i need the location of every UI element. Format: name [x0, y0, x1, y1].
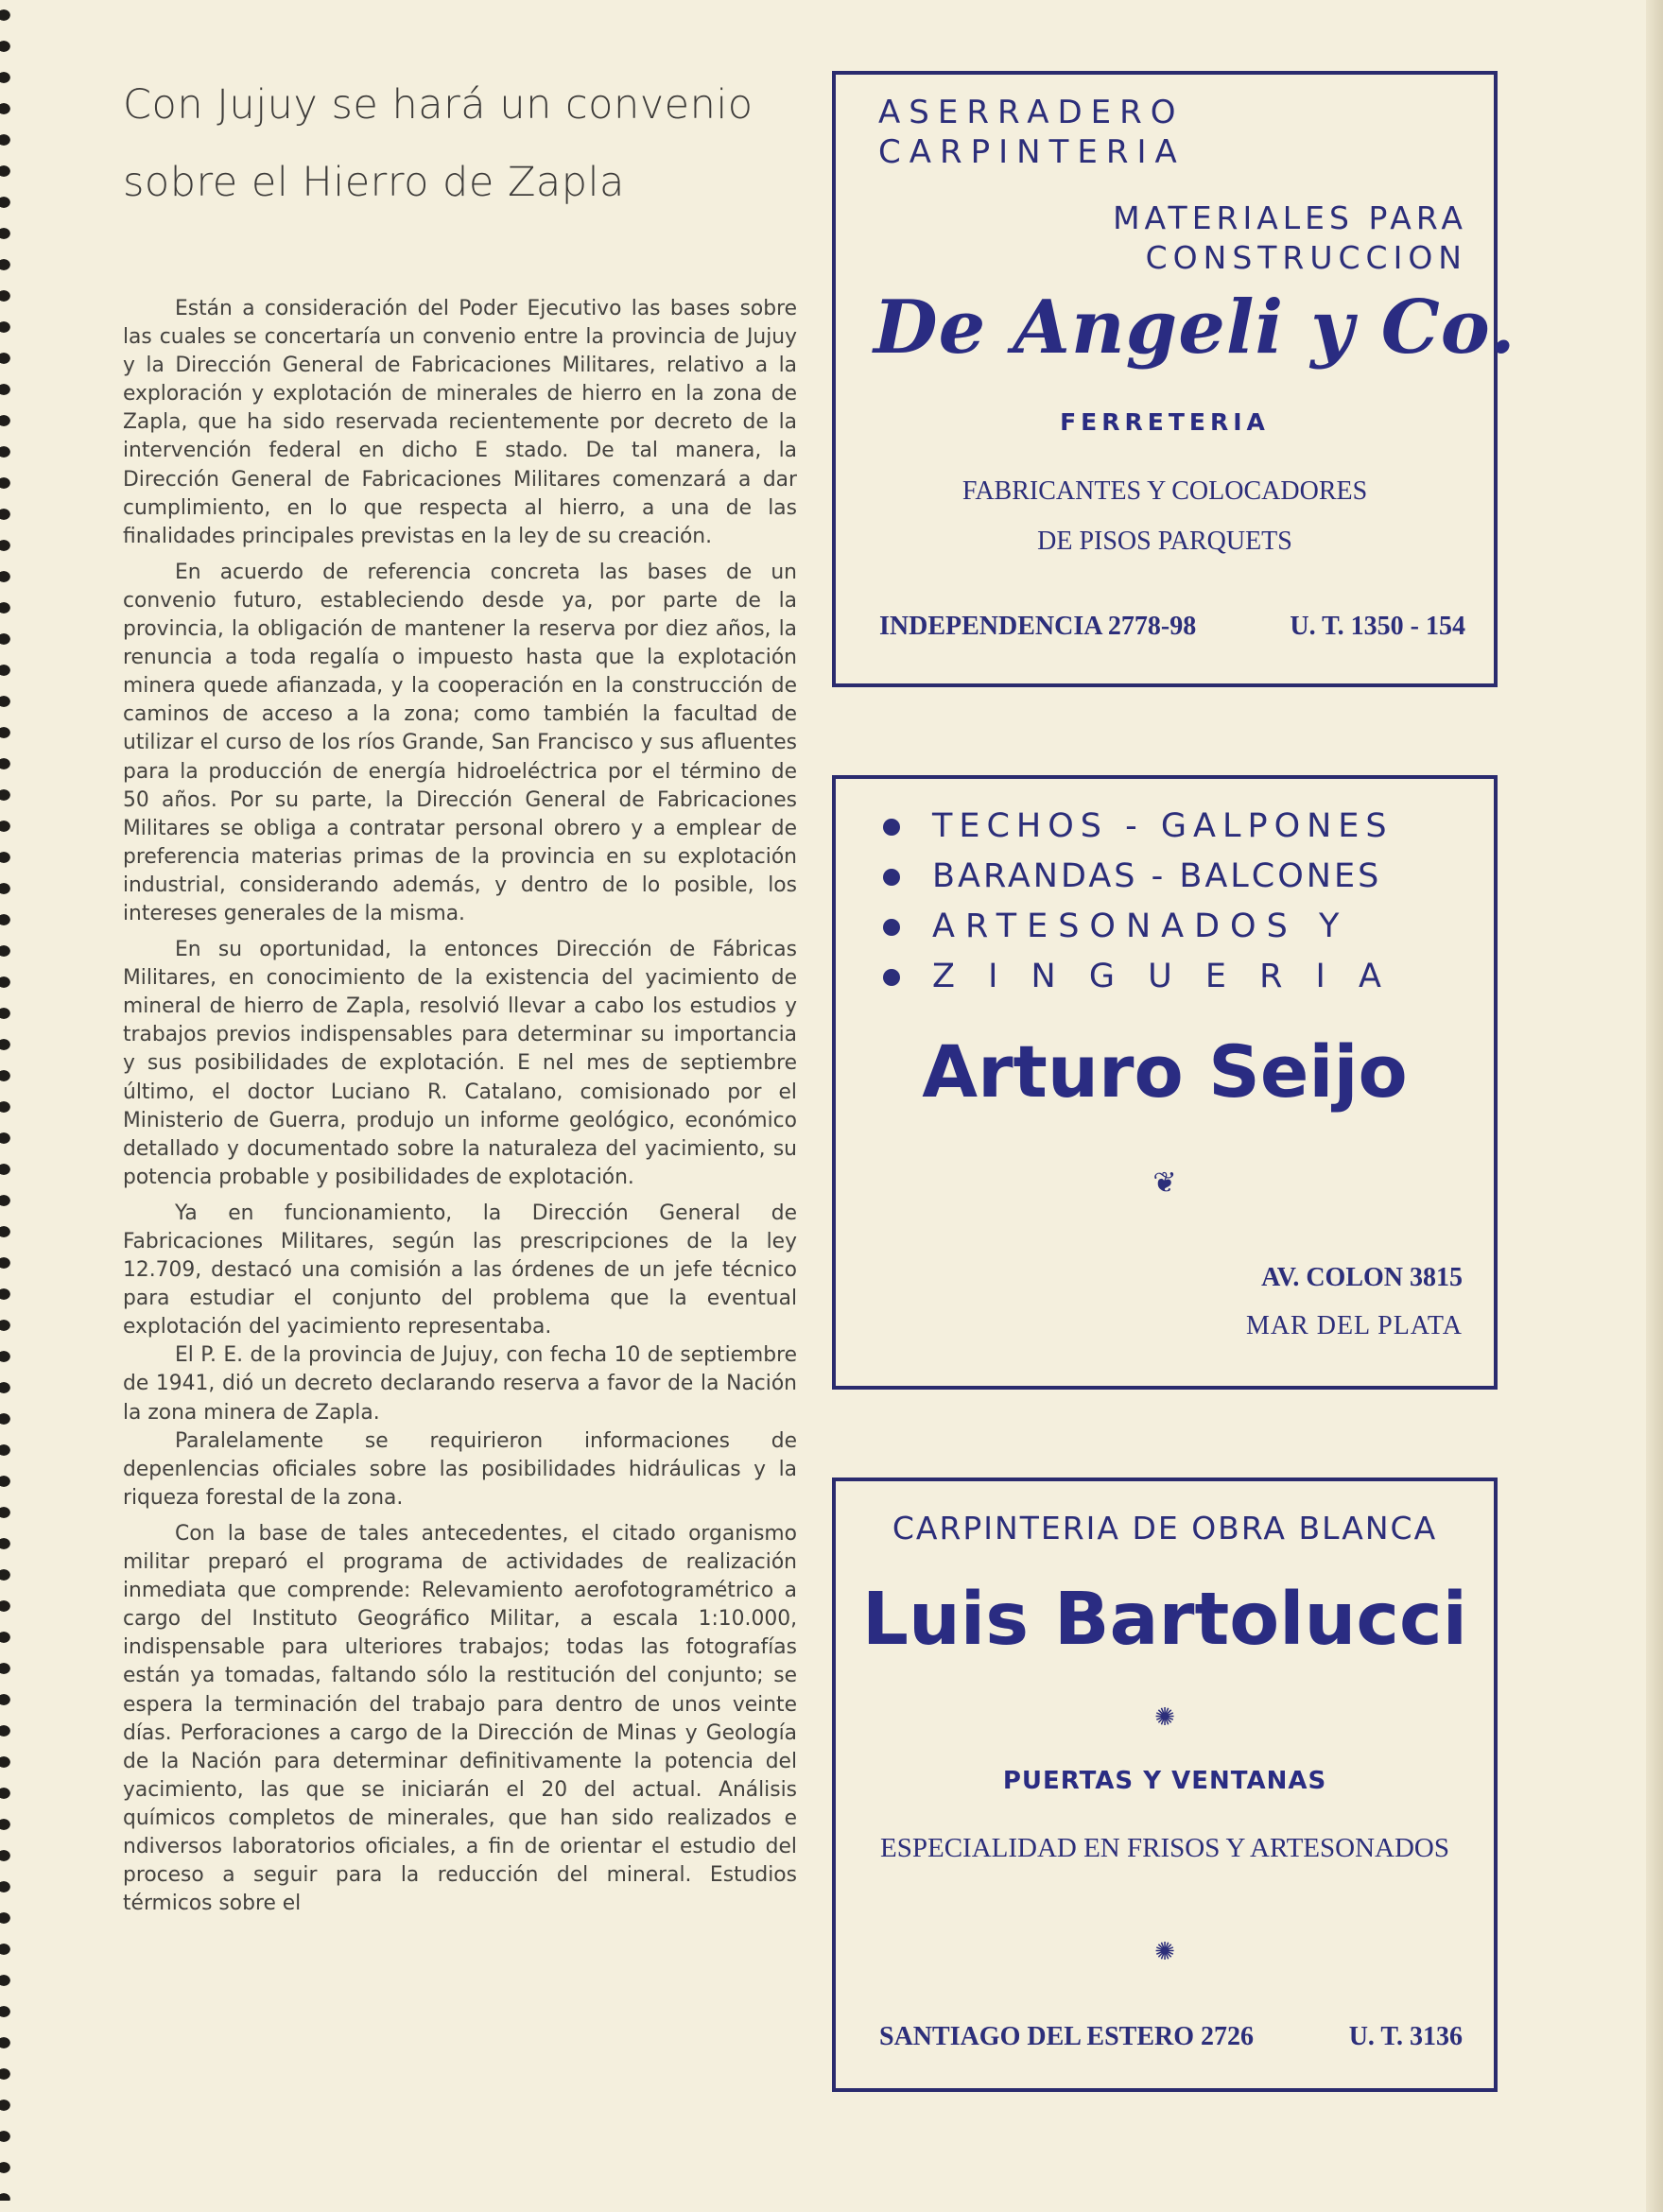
article-title-line1: Con Jujuy se hará un convenio — [123, 81, 754, 129]
ad3-brand: Luis Bartolucci — [861, 1578, 1468, 1662]
ad3-products: PUERTAS Y VENTANAS — [1002, 1767, 1327, 1795]
ad2-city: MAR DEL PLATA — [1245, 1311, 1463, 1340]
ad1-brand: De Angeli y Co. — [874, 285, 1516, 371]
ad3-phone: U. T. 3136 — [1348, 2022, 1463, 2051]
ad2-item: BARANDAS - BALCONES — [883, 857, 1381, 895]
article-body — [123, 295, 797, 1918]
bullet-icon — [883, 919, 900, 936]
ad2-item: Z I N G U E R I A — [883, 958, 1393, 995]
ad3-specialty: ESPECIALIDAD EN FRISOS Y ARTESONADOS — [880, 1833, 1449, 1863]
ad2-address: AV. COLON 3815 — [1261, 1263, 1463, 1292]
ad3-heading: CARPINTERIA DE OBRA BLANCA — [892, 1510, 1438, 1547]
ad2-item: ARTESONADOS Y — [883, 907, 1349, 945]
article-paragraph: Están a consideración del Poder Ejecutivo las bases sobre las cuales se concertaría un convenio entre la provincia de Jujuy y la Dirección General de Fabricaciones Militares, relativo a la exploración y explotación de minerales de hierro en la zona de Zapla, que ha sido reservada recientemente por decreto de la intervención federal en dicho E stado. De tal manera, la Dirección General de Fabricaciones Militares comenzará a dar cumplimiento, en lo que respecta al hierro, a una de las finalidades principales previstas en la ley de su creación. — [123, 297, 797, 548]
ad-arturo-seijo — [832, 775, 1498, 1390]
flourish-icon: ✺ — [1154, 1703, 1175, 1732]
bullet-icon — [883, 819, 900, 836]
spiral-binding — [0, 8, 15, 2201]
ad2-item: TECHOS - GALPONES — [883, 807, 1394, 845]
bullet-icon — [883, 869, 900, 886]
ad1-line-construccion: CONSTRUCCION — [1145, 239, 1467, 276]
article-paragraph: Paralelamente se requirieron informaciones de depenlencias oficiales sobre las posibilidades hidráulicas y la riqueza forestal de la zona. — [123, 1428, 797, 1510]
article-title — [123, 66, 797, 221]
article-paragraph: En acuerdo de referencia concreta las bases de un convenio futuro, estableciendo desde ya, por parte de la provincia, la obligación de mantener la reserva por diez años, la renuncia a toda regalía o impuesto hasta que la explotación minera quede afianzada, y la cooperación en la construcción de caminos de acceso a la zona; como también la facultad de utilizar el curso de los ríos Grande, San Francisco y sus afluentes para la producción de energía hidroeléctrica por el término de 50 años. Por su parte, la Dirección General de Fabricaciones Militares se obliga a contratar personal obrero y a emplear de preferencia materias primas de la provincia en su explotación industrial, considerando además, y dentro de lo posible, los intereses generales de la misma. — [123, 560, 797, 925]
page-edge — [1646, 0, 1663, 2212]
article-paragraph: Ya en funcionamiento, la Dirección General de Fabricaciones Militares, según las prescripciones de la ley 12.709, destacó una comisión a las órdenes de un jefe técnico para estudiar el conjunto del problema que la eventual explotación del yacimiento representaba. — [123, 1201, 797, 1339]
article-paragraph: Con la base de tales antecedentes, el citado organismo militar preparó el programa de actividades de realización inmediata que comprende: Relevamiento aerofotogramétrico a cargo del Instituto Geográfico Militar, a escala 1:10.000, indispensable para ulteriores trabajos; todas las fotografías están ya tomadas, faltando sólo la restitución del conjunto; se espera la terminación del trabajo para dentro de unos veinte días. Perforaciones a cargo de la Dirección de Minas y Geología de la Nación para determinar definitivamente la potencia del yacimiento, las que se iniciarán el 20 del actual. Análisis químicos completos de minerales, que han sido realizados e ndiversos laboratorios oficiales, a fin de orientar el estudio del proceso a seguir para la reducción del mineral. Estudios térmicos sobre el — [123, 1521, 797, 1916]
ad3-address: SANTIAGO DEL ESTERO 2726 — [879, 2022, 1254, 2051]
article-paragraph: En su oportunidad, la entonces Dirección de Fábricas Militares, en conocimiento de la existencia del yacimiento de mineral de hierro de Zapla, resolvió llevar a cabo los estudios y trabajos previos indispensables para determinar su importancia y sus posibilidades de explotación. E nel mes de septiembre último, el doctor Luciano R. Catalano, comisionado por el Ministerio de Guerra, produjo un informe geológico, económico detallado y documentado sobre la naturaleza del yacimiento, su potencia probable y posibilidades de explotación. — [123, 938, 797, 1189]
ad1-fabricantes: FABRICANTES Y COLOCADORES — [961, 476, 1368, 506]
ad1-line-aserradero: ASERRADERO — [878, 94, 1185, 131]
article-title-line2: sobre el Hierro de Zapla — [123, 159, 625, 206]
article — [123, 66, 797, 1926]
ad1-line-carpinteria: CARPINTERIA — [878, 133, 1186, 171]
ad-de-angeli — [832, 71, 1516, 687]
flourish-icon: ✺ — [1154, 1938, 1175, 1966]
flourish-icon: ❦ — [1152, 1166, 1177, 1200]
ad1-address: INDEPENDENCIA 2778-98 — [879, 612, 1197, 641]
ad2-brand: Arturo Seijo — [922, 1029, 1408, 1114]
ad1-ferreteria: FERRETERIA — [1060, 408, 1270, 436]
ad-luis-bartolucci — [832, 1478, 1498, 2092]
ad1-line-materiales: MATERIALES PARA — [1113, 199, 1467, 236]
bullet-icon — [883, 969, 900, 986]
article-paragraph: El P. E. de la provincia de Jujuy, con fecha 10 de septiembre de 1941, dió un decreto declarando reserva a favor de la Nación la zona minera de Zapla. — [123, 1343, 797, 1425]
ad1-pisos: DE PISOS PARQUETS — [1037, 527, 1292, 556]
ad1-phone: U. T. 1350 - 154 — [1290, 612, 1465, 641]
